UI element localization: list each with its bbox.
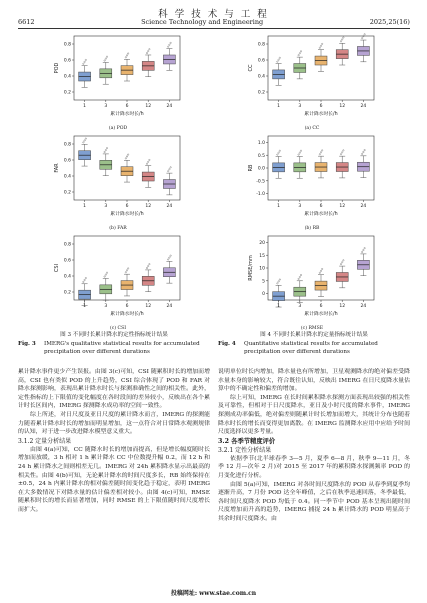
outlier-point xyxy=(149,49,150,50)
outlier-point xyxy=(106,147,107,148)
caption-pod: (a) POD xyxy=(108,126,128,131)
panel-rmse xyxy=(246,232,378,332)
outlier-point xyxy=(105,274,106,275)
paragraph: 依据季节(北半球春季 3—5 月，夏季 6—8 月，秋季 9—11 月，冬季 12 月—次年 2 月)对 2015 至 2017 年的累积降水探测频率 POD 的月变化进行分析。 xyxy=(218,455,410,479)
outlier-point xyxy=(146,163,147,164)
y-tick-label: 0.8 xyxy=(63,42,71,48)
panel-rb xyxy=(246,132,378,232)
outlier-point xyxy=(343,37,344,38)
x-tick-label: 24 xyxy=(166,304,173,309)
fig3-label: Fig. 3 xyxy=(18,340,36,347)
outlier-point xyxy=(362,251,363,252)
outlier-point xyxy=(364,149,365,150)
chart-cc xyxy=(246,32,378,122)
page-number: 6612 xyxy=(18,18,35,26)
outlier-point xyxy=(149,159,150,160)
y-tick-label: 0.4 xyxy=(63,274,71,280)
outlier-point xyxy=(362,37,363,38)
outlier-point xyxy=(126,270,127,271)
x-tick-label: 24 xyxy=(166,104,173,109)
outlier-point xyxy=(126,156,127,157)
y-tick-label: 0.5 xyxy=(257,153,265,159)
outlier-point xyxy=(83,142,84,143)
outlier-point xyxy=(300,274,301,275)
outlier-point xyxy=(279,279,280,280)
outlier-point xyxy=(125,272,126,273)
y-tick-label: 0.2 xyxy=(63,190,71,196)
journal-title-cn: 科 学 技 术 与 工 程 xyxy=(158,9,269,20)
x-tick-label: 1 xyxy=(277,204,281,209)
y-tick-label: 0.2 xyxy=(257,90,265,96)
outlier-point xyxy=(168,259,169,260)
panel-cc xyxy=(246,32,378,132)
outlier-point xyxy=(342,39,343,40)
outlier-point xyxy=(362,153,363,154)
x-tick-label: 1 xyxy=(83,304,87,309)
y-tick-label: -0.5 xyxy=(256,179,265,185)
outlier-point xyxy=(85,138,86,139)
outlier-point xyxy=(128,53,129,54)
outlier-point xyxy=(340,263,341,264)
x-tick-label: 1 xyxy=(277,304,281,309)
outlier-point xyxy=(322,150,323,151)
outlier-point xyxy=(125,57,126,58)
outlier-point xyxy=(84,140,85,141)
outlier-point xyxy=(85,277,86,278)
outlier-point xyxy=(320,45,321,46)
y-axis-label: CSI xyxy=(54,263,60,273)
y-tick-label: -1.0 xyxy=(256,192,265,198)
outlier-point xyxy=(364,247,365,248)
outlier-point xyxy=(104,151,105,152)
outlier-point xyxy=(298,55,299,56)
x-tick-label: 3 xyxy=(298,204,302,209)
outlier-point xyxy=(106,272,107,273)
outlier-point xyxy=(322,43,323,44)
x-tick-label: 12 xyxy=(339,104,346,109)
caption-rb: (b) RB xyxy=(304,226,320,231)
section-heading-3-2-1: 3.2.1 定性分析结果 xyxy=(218,446,272,454)
outlier-point xyxy=(319,272,320,273)
outlier-point xyxy=(149,263,150,264)
y-tick-label: 0.6 xyxy=(63,58,71,64)
y-tick-label: 0.8 xyxy=(63,142,71,148)
outlier-point xyxy=(298,154,299,155)
chart-rb xyxy=(246,132,378,222)
outlier-point xyxy=(342,152,343,153)
x-tick-label: 12 xyxy=(339,304,346,309)
outlier-point xyxy=(128,154,129,155)
outlier-point xyxy=(322,268,323,269)
y-tick-label: 0.8 xyxy=(63,242,71,248)
section-heading-3-2: 3.2 各季节精度评价 xyxy=(218,437,276,445)
paragraph: 说明单位时长内增加，降水量也有所增加，卫星观测降水的绝对偏差受降水量本身的影响较大，符合既往认知，反映出 IMERG 在日尺度降水量估算中的不确定性和偏差的增加。 xyxy=(218,369,410,393)
outlier-point xyxy=(83,63,84,64)
outlier-point xyxy=(364,34,365,35)
outlier-point xyxy=(363,249,364,250)
y-tick-label: 10 xyxy=(259,266,265,272)
outlier-point xyxy=(106,56,107,57)
x-tick-label: 1 xyxy=(83,204,87,209)
outlier-point xyxy=(298,278,299,279)
outlier-point xyxy=(104,60,105,61)
outlier-point xyxy=(169,44,170,45)
outlier-point xyxy=(300,150,301,151)
outlier-point xyxy=(148,161,149,162)
outlier-point xyxy=(170,42,171,43)
outlier-point xyxy=(84,279,85,280)
footer-url: 投稿网址: www.stae.com.cn xyxy=(170,590,257,597)
outlier-point xyxy=(168,171,169,172)
y-tick-label: 0.0 xyxy=(257,166,265,172)
right-column xyxy=(218,368,410,524)
figure-3-caption xyxy=(18,331,210,357)
header-rule xyxy=(18,28,410,29)
journal-title-en: Science Technology and Engineering xyxy=(141,18,264,26)
outlier-point xyxy=(104,276,105,277)
outlier-point xyxy=(277,283,278,284)
outlier-point xyxy=(340,154,341,155)
outlier-point xyxy=(83,281,84,282)
outlier-point xyxy=(277,154,278,155)
caption-cc: (a) CC xyxy=(304,126,320,131)
y-tick-label: 0 xyxy=(262,292,265,298)
x-axis-label: 累计降水时长/h xyxy=(304,212,338,217)
fig4-label: Fig. 4 xyxy=(218,340,236,347)
outlier-point xyxy=(125,158,126,159)
paragraph: 由图 5(a)可知，IMERG 对各时间尺度降水的 POD 从春季到夏季均逐渐升高，7 月份 POD 达全年峰值，之后在秋季迅速回落，冬季最低，各时间尺度降水 POD 均低于 0.4。同一季节中 POD 基本呈现出随时间尺度增加而升高的趋势，IMERG 捕捉 24 h 累计降水的 POD 明显高于其余时间尺度降水。由 xyxy=(218,481,410,522)
outlier-point xyxy=(279,150,280,151)
paragraph: 综上可知，IMERG 在长时间累积降水探测方面表现出较强的相关性及可靠性，但相对于日尺度降水，亚日及小时尺度的降水事件，IMERG 探测成功率偏低，绝对偏差则随累计时长增加而增大，其统计分布也随着降水时长的增长而变得更加离散。在 IMERG 监测降水应用中应给予时间尺度选择以更多考量。 xyxy=(218,394,410,436)
x-tick-label: 3 xyxy=(104,204,108,209)
x-tick-label: 3 xyxy=(104,304,108,309)
x-tick-label: 1 xyxy=(277,104,281,109)
outlier-point xyxy=(278,281,279,282)
outlier-point xyxy=(299,152,300,153)
outlier-point xyxy=(320,270,321,271)
x-axis-label: 累计降水时长/h xyxy=(304,112,338,117)
outlier-point xyxy=(170,255,171,256)
x-axis-label: 累计降水时长/h xyxy=(304,312,338,317)
left-column xyxy=(18,368,210,515)
x-tick-label: 12 xyxy=(339,204,346,209)
paragraph: 综上所述，对日尺度及亚日尺度的累计降水而言，IMERG 的探测能力随着累计降水时长的增加而明显增加，这一点符合对日常降水观测规律的认知，对于进一步改进降水模型意义重大。 xyxy=(18,411,210,436)
outlier-point xyxy=(340,41,341,42)
x-tick-label: 24 xyxy=(360,204,367,209)
issue-info: 2025,25(16) xyxy=(369,18,410,26)
outlier-point xyxy=(146,52,147,53)
fig4-title-en: Quantitative statistical results for accumulated precipitation over different durations xyxy=(244,340,378,355)
y-tick-label: 0.6 xyxy=(257,58,265,64)
figure-4-caption xyxy=(218,331,410,357)
x-tick-label: 1 xyxy=(83,104,87,109)
x-tick-label: 6 xyxy=(125,204,129,209)
x-tick-label: 6 xyxy=(319,304,323,309)
fig4-title-cn: 图 4 不同时长累计降水的定量指标统计结果 xyxy=(260,332,368,338)
outlier-point xyxy=(277,61,278,62)
y-tick-label: 15 xyxy=(259,253,265,259)
panel-far xyxy=(52,132,184,232)
y-tick-label: 0.6 xyxy=(63,258,71,264)
y-tick-label: 0.4 xyxy=(257,74,265,80)
outlier-point xyxy=(146,267,147,268)
paragraph: 由图 4(a)可知，CC 随降水时长的增加而提高，但是增长幅度随时长增加而放缓，3 h 相对 1 h 累计降水 CC 中位数提升幅 0.2，而 12 h 和 24 h 累计降水之间则相差无几。IMERG 对 24h 累积降水显示出最高的相关性。由图 4(b)可知，无论累计降水的时间尺度多长，RB 始终保持在 ±0.5，24 h 内累计降水的相对偏差随时间变化趋于稳定，表明 IMERG 在大多数情况下对降水量的估计偏差相对较小。由图 4(c)可知，RMSE 随累积时长的增长而显著增加，同时 RMSE 的上下限值随时间尺度增长而扩大。 xyxy=(18,446,210,513)
caption-far: (b) FAR xyxy=(109,226,127,231)
x-axis-label: 累计降水时长/h xyxy=(110,112,144,117)
outlier-point xyxy=(342,262,343,263)
outlier-point xyxy=(343,260,344,261)
x-tick-label: 6 xyxy=(125,104,129,109)
y-tick-label: 0.8 xyxy=(257,42,265,48)
x-tick-label: 24 xyxy=(166,204,173,209)
y-tick-label: 0.2 xyxy=(63,290,71,296)
panel-csi xyxy=(52,232,184,332)
outlier-point xyxy=(128,268,129,269)
outlier-point xyxy=(278,152,279,153)
outlier-point xyxy=(85,59,86,60)
x-tick-label: 6 xyxy=(319,204,323,209)
outlier-point xyxy=(84,61,85,62)
outlier-point xyxy=(169,169,170,170)
y-axis-label: CC xyxy=(248,64,254,72)
chart-pod xyxy=(52,32,184,122)
x-axis-label: 累计降水时长/h xyxy=(110,312,144,317)
outlier-point xyxy=(320,152,321,153)
x-tick-label: 24 xyxy=(360,104,367,109)
section-heading-3-1-2: 3.1.2 定量分析结果 xyxy=(18,437,72,445)
y-tick-label: 0.2 xyxy=(63,90,71,96)
running-header xyxy=(18,18,410,26)
outlier-point xyxy=(169,257,170,258)
x-axis-label: 累计降水时长/h xyxy=(110,212,144,217)
outlier-point xyxy=(279,57,280,58)
outlier-point xyxy=(319,47,320,48)
x-tick-label: 24 xyxy=(360,304,367,309)
y-tick-label: 1.0 xyxy=(257,141,265,146)
y-tick-label: 5 xyxy=(262,279,265,285)
y-tick-label: 0.4 xyxy=(63,74,71,80)
panel-pod xyxy=(52,32,184,132)
outlier-point xyxy=(168,46,169,47)
y-axis-label: FAR xyxy=(54,163,60,173)
y-axis-label: RB xyxy=(248,164,254,172)
y-axis-label: POD xyxy=(54,62,60,74)
y-axis-label: RMSE/mm xyxy=(248,255,254,281)
outlier-point xyxy=(299,53,300,54)
fig3-title-cn: 图 3 不同时长累计降水的定性指标统计结果 xyxy=(60,332,168,338)
y-tick-label: 0.4 xyxy=(63,174,71,180)
caption-csi: (c) CSI xyxy=(109,326,127,331)
x-tick-label: 12 xyxy=(145,104,152,109)
x-tick-label: 6 xyxy=(125,304,129,309)
outlier-point xyxy=(343,150,344,151)
fig3-title-en: IMERG's qualitative statistical results for accumulated precipitation over different durations xyxy=(44,340,200,355)
x-tick-label: 3 xyxy=(298,104,302,109)
chart-rmse xyxy=(246,232,378,322)
chart-csi xyxy=(52,232,184,322)
outlier-point xyxy=(126,55,127,56)
outlier-point xyxy=(363,151,364,152)
outlier-point xyxy=(278,59,279,60)
x-tick-label: 12 xyxy=(145,304,152,309)
outlier-point xyxy=(299,276,300,277)
outlier-point xyxy=(319,154,320,155)
outlier-point xyxy=(105,58,106,59)
outlier-point xyxy=(105,149,106,150)
outlier-point xyxy=(170,167,171,168)
chart-far xyxy=(52,132,184,222)
caption-rmse: (c) RMSE xyxy=(300,326,324,331)
paragraph: 累计降水事件更少产生误报。由图 3(c)可知，CSI 随累积时长的增加而增高，CSI 也有类似 POD 的上升趋势，CSI 综合体现了 POD 和 FAR 对降水探测影响，表现出累计降水时长与探测准确性之间的相关性。此外，定性指标的上下限值的变化幅度在各时段间的差异较小，反映出在各个累计时长区间内，IMERG 探测降水成功率的空间一致性。 xyxy=(18,369,210,410)
x-tick-label: 12 xyxy=(145,204,152,209)
outlier-point xyxy=(148,265,149,266)
y-tick-label: 0.6 xyxy=(63,158,71,164)
outlier-point xyxy=(148,50,149,51)
x-tick-label: 3 xyxy=(298,304,302,309)
x-tick-label: 6 xyxy=(319,104,323,109)
outlier-point xyxy=(300,51,301,52)
y-tick-label: 20 xyxy=(259,241,265,246)
x-tick-label: 3 xyxy=(104,104,108,109)
